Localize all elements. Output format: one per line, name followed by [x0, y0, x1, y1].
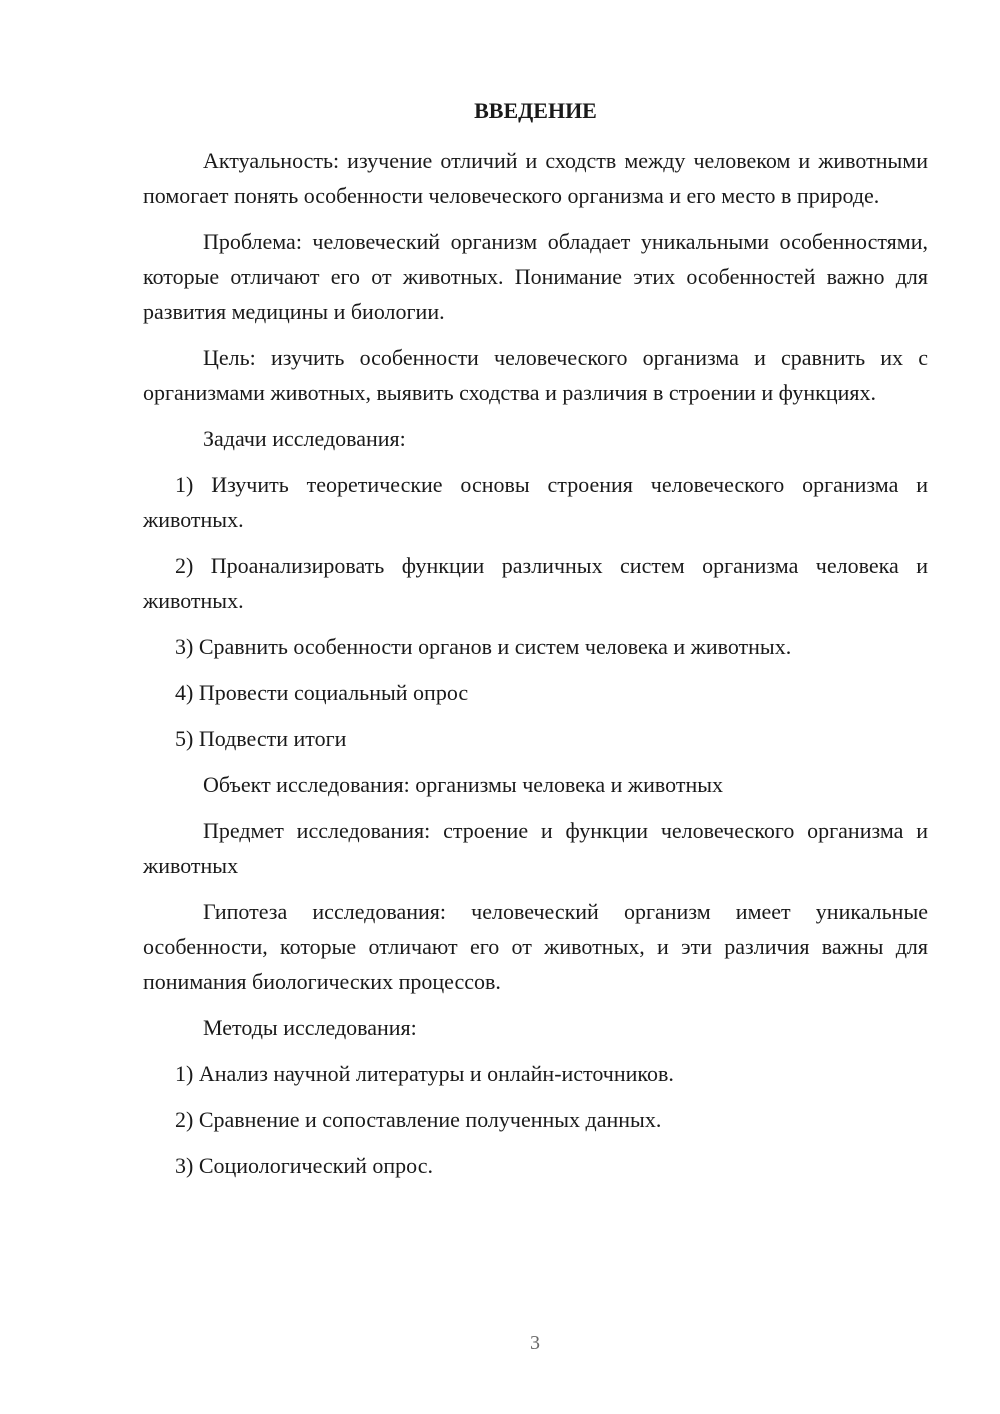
subject-paragraph: Предмет исследования: строение и функции человеческого организма и животных [143, 818, 928, 878]
hypothesis-paragraph: Гипотеза исследования: человеческий организм имеет уникальные особенности, которые отличают его от животных, и эти различия важны для понимания биологических процессов. [143, 899, 928, 994]
task-item-2: 2) Проанализировать функции различных систем организма человека и животных. [143, 553, 928, 613]
goal-paragraph: Цель: изучить особенности человеческого организма и сравнить их с организмами животных, выявить сходства и различия в строении и функциях. [143, 345, 928, 405]
method-item-2: 2) Сравнение и сопоставление полученных данных. [175, 1107, 662, 1132]
relevance-paragraph: Актуальность: изучение отличий и сходств между человеком и животными помогает понять особенности человеческого организма и его место в природе. [143, 148, 928, 208]
method-item-1: 1) Анализ научной литературы и онлайн-источников. [175, 1061, 674, 1086]
section-title: ВВЕДЕНИЕ [474, 98, 597, 123]
object-paragraph: Объект исследования: организмы человека и животных [203, 772, 724, 797]
method-item-3: 3) Социологический опрос. [175, 1153, 433, 1178]
methods-heading: Методы исследования: [203, 1015, 417, 1040]
problem-paragraph: Проблема: человеческий организм обладает уникальными особенностями, которые отличают его от животных. Понимание этих особенностей важно для развития медицины и биологии. [143, 229, 928, 324]
task-item-3: 3) Сравнить особенности органов и систем человека и животных. [175, 634, 792, 659]
page-number: 3 [530, 1332, 540, 1354]
task-item-5: 5) Подвести итоги [175, 726, 347, 751]
task-item-4: 4) Провести социальный опрос [175, 680, 469, 705]
document-page [143, 96, 928, 1194]
task-item-1: 1) Изучить теоретические основы строения человеческого организма и животных. [143, 472, 928, 532]
tasks-heading: Задачи исследования: [203, 426, 406, 451]
